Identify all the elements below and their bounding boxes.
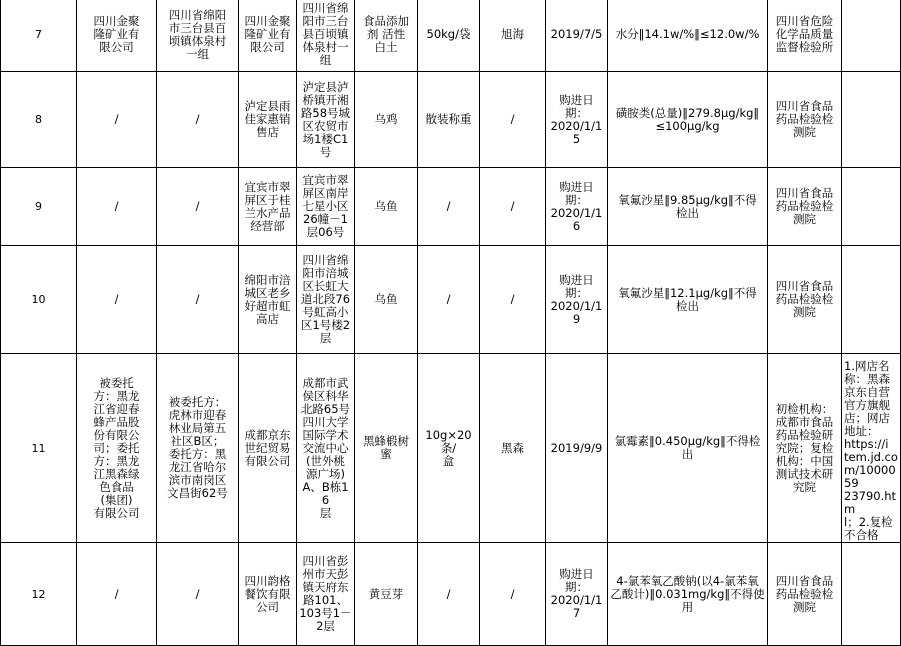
cell-test-item: 4-氯苯氧乙酸钠(以4-氯苯氧 乙酸计)‖0.031mg/kg‖不得使用 — [608, 543, 768, 646]
cell-consignor-address: / — [157, 72, 239, 168]
cell-test-item: 氯霉素‖0.450μg/kg‖不得检 出 — [608, 354, 768, 543]
cell-consignor-address: / — [157, 543, 239, 646]
cell-test-item: 氧氟沙星‖12.1μg/kg‖不得 检出 — [608, 246, 768, 354]
cell-note — [842, 543, 901, 646]
cell-consignor-address: 四川省绵阳 市三台县百 顷镇体泉村 一组 — [157, 0, 239, 72]
table-row — [1, 543, 901, 646]
cell-note — [842, 246, 901, 354]
cell-test-item: 水分‖14.1w/%‖≤12.0w/% — [608, 0, 768, 72]
cell-brand: / — [480, 168, 546, 246]
cell-consignor: / — [77, 72, 157, 168]
cell-note — [842, 168, 901, 246]
table-row — [1, 354, 901, 543]
cell-consignor: 四川金聚 隆矿业有 限公司 — [77, 0, 157, 72]
cell-agency: 四川省食品 药品检验检 测院 — [768, 543, 842, 646]
cell-brand: / — [480, 543, 546, 646]
cell-product: 食品添加 剂 活性 白土 — [355, 0, 418, 72]
cell-product: 乌鸡 — [355, 72, 418, 168]
cell-product: 乌鱼 — [355, 168, 418, 246]
cell-seller-address: 四川省绵 阳市涪城 区长虹大 道北段76 号虹高小 区1号楼2 层 — [297, 246, 355, 354]
cell-spec: / — [418, 168, 480, 246]
cell-agency: 四川省食品 药品检验检 测院 — [768, 168, 842, 246]
cell-spec: / — [418, 246, 480, 354]
cell-seller: 宜宾市翠 屏区于桂 兰水产品 经营部 — [239, 168, 297, 246]
cell-seller: 四川韵格 餐饮有限 公司 — [239, 543, 297, 646]
cell-consignor: 被委托 方：黑龙 江省迎春 蜂产品股 份有限公 司；委托 方：黑龙 江黑森绿 色食品 (集团) 有限公司 — [77, 354, 157, 543]
cell-consignor: / — [77, 543, 157, 646]
cell-seller: 成都京东 世纪贸易 有限公司 — [239, 354, 297, 543]
cell-consignor: / — [77, 246, 157, 354]
cell-no: 7 — [1, 0, 77, 72]
cell-agency: 初检机构： 成都市食品 药品检验研 究院；复检 机构：中国 测试技术研 究院 — [768, 354, 842, 543]
cell-date: 2019/9/9 — [546, 354, 608, 543]
cell-seller-address: 泸定县泸 桥镇开湘 路58号城 区农贸市 场1楼C1 号 — [297, 72, 355, 168]
cell-no: 12 — [1, 543, 77, 646]
cell-product: 黄豆芽 — [355, 543, 418, 646]
cell-seller: 绵阳市涪 城区老乡 好超市虹 高店 — [239, 246, 297, 354]
cell-consignor-address: 被委托方： 虎林市迎春 林业局第五 社区B区； 委托方：黑 龙江省哈尔 滨市南岗区 文昌街62号 — [157, 354, 239, 543]
cell-consignor: / — [77, 168, 157, 246]
cell-product: 黑蜂椴树 蜜 — [355, 354, 418, 543]
cell-agency: 四川省危险 化学品质量 监督检验所 — [768, 0, 842, 72]
cell-seller-address: 宜宾市翠 屏区南岸 七星小区 26幢－1 层06号 — [297, 168, 355, 246]
cell-brand: / — [480, 72, 546, 168]
cell-consignor-address: / — [157, 246, 239, 354]
cell-agency: 四川省食品 药品检验检 测院 — [768, 246, 842, 354]
cell-spec: 散装称重 — [418, 72, 480, 168]
cell-seller: 泸定县雨 佳家惠销 售店 — [239, 72, 297, 168]
cell-date: 购进日 期： 2020/1/15 — [546, 72, 608, 168]
cell-no: 9 — [1, 168, 77, 246]
cell-no: 10 — [1, 246, 77, 354]
cell-spec: 50kg/袋 — [418, 0, 480, 72]
table-row — [1, 72, 901, 168]
cell-brand: / — [480, 246, 546, 354]
cell-note: 1.网店名 称：黑森 京东自营 官方旗舰 店；网店 地址： https://i tem.jd.co m/1000059 23790.htm l；2.复检 不合格 — [842, 354, 901, 543]
cell-date: 购进日 期： 2020/1/19 — [546, 246, 608, 354]
table-row — [1, 246, 901, 354]
cell-spec: / — [418, 543, 480, 646]
cell-consignor-address: / — [157, 168, 239, 246]
cell-product: 乌鱼 — [355, 246, 418, 354]
cell-date: 2019/7/5 — [546, 0, 608, 72]
table-row — [1, 0, 901, 72]
cell-no: 11 — [1, 354, 77, 543]
cell-seller-address: 成都市武 侯区科华 北路65号 四川大学 国际学术 交流中心 (世外桃 源广场) A、B栋16 层 — [297, 354, 355, 543]
cell-seller-address: 四川省绵 阳市三台 县百顷镇 体泉村一 组 — [297, 0, 355, 72]
cell-note — [842, 0, 901, 72]
cell-brand: 旭海 — [480, 0, 546, 72]
cell-test-item: 氧氟沙星‖9.85μg/kg‖不得 检出 — [608, 168, 768, 246]
cell-date: 购进日 期： 2020/1/17 — [546, 543, 608, 646]
cell-spec: 10g×20条/ 盒 — [418, 354, 480, 543]
table-row — [1, 168, 901, 246]
cell-agency: 四川省食品 药品检验检 测院 — [768, 72, 842, 168]
cell-note — [842, 72, 901, 168]
cell-brand: 黑森 — [480, 354, 546, 543]
cell-seller: 四川金聚 隆矿业有 限公司 — [239, 0, 297, 72]
cell-seller-address: 四川省彭 州市天彭 镇天府东 路101、 103号1－ 2层 — [297, 543, 355, 646]
cell-no: 8 — [1, 72, 77, 168]
cell-date: 购进日 期： 2020/1/16 — [546, 168, 608, 246]
cell-test-item: 磺胺类(总量)‖279.8μg/kg‖ ≤100μg/kg — [608, 72, 768, 168]
